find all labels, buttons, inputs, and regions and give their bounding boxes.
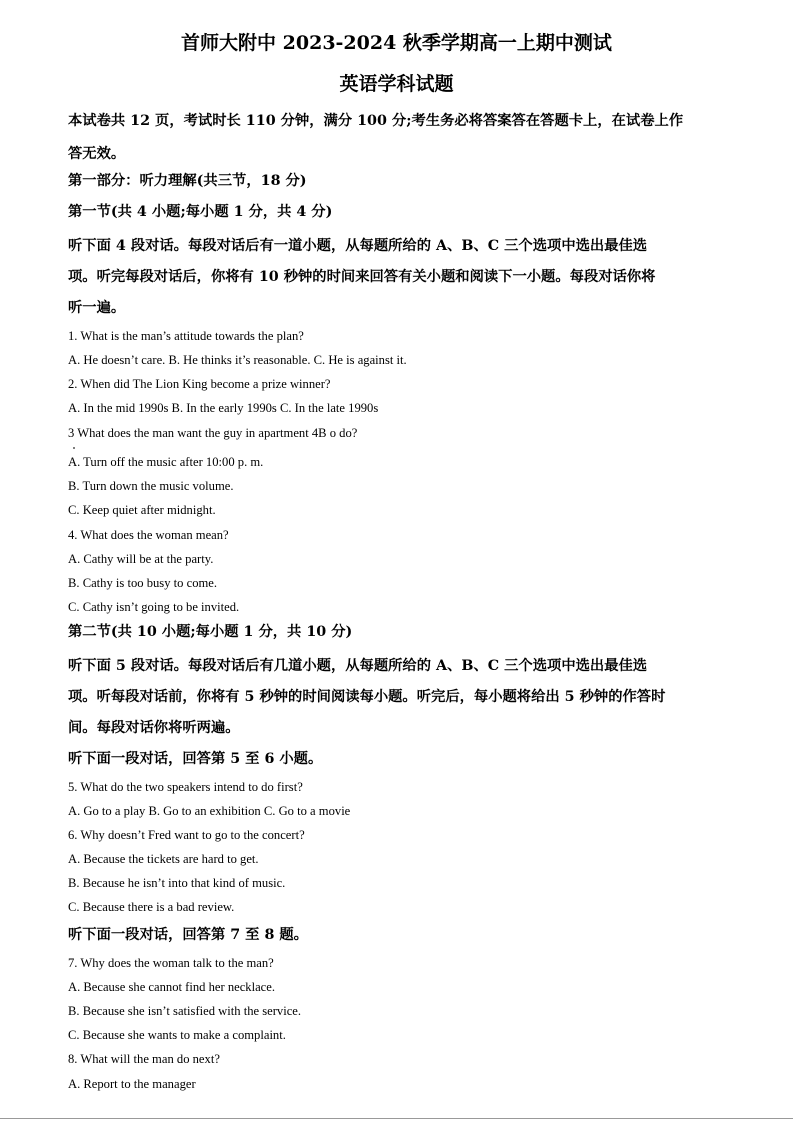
section1-instruction-line: 听一遍。: [68, 300, 126, 316]
question-3-option-b: B. Turn down the music volume.: [68, 479, 234, 493]
subject-title: 英语学科试题: [339, 73, 454, 95]
section2-heading: 第二节(共 10 小题;每小题 1 分，共 10 分): [68, 624, 353, 640]
question-1-options: A. He doesn’t care. B. He thinks it’s reasonable. C. He is against it.: [68, 353, 407, 367]
intro-line-2: 答无效。: [68, 146, 126, 162]
dialog-heading-5-6: 听下面一段对话，回答第 5 至 6 小题。: [68, 751, 323, 767]
section2-instruction-line: 项。听每段对话前，你将有 5 秒钟的时间阅读每小题。听完后，每小题将给出 5 秒钟的作答时: [68, 689, 666, 705]
question-6-option-c: C. Because there is a bad review.: [68, 900, 235, 914]
question-7-option-a: A. Because she cannot find her necklace.: [68, 980, 276, 994]
dialog-heading-7-8: 听下面一段对话，回答第 7 至 8 题。: [68, 927, 308, 943]
section1-heading: 第一节(共 4 小题;每小题 1 分，共 4 分): [68, 204, 333, 220]
question-7-option-c: C. Because she wants to make a complaint.: [68, 1028, 286, 1042]
section2-instruction-line: 间。每段对话你将听两遍。: [68, 720, 240, 736]
question-2: 2. When did The Lion King become a prize winner?: [68, 377, 331, 391]
question-4-option-b: B. Cathy is too busy to come.: [68, 576, 218, 590]
section1-instruction-line: 听下面 4 段对话。每段对话后有一道小题，从每题所给的 A、B、C 三个选项中选出最佳选: [68, 238, 648, 254]
question-3: 3 What does the man want the guy in apartment 4B o do?: [68, 426, 358, 440]
question-2-options: A. In the mid 1990s B. In the early 1990s C. In the late 1990s: [68, 401, 379, 415]
question-8-option-a: A. Report to the manager: [68, 1077, 196, 1091]
question-5-options: A. Go to a play B. Go to an exhibition C. Go to a movie: [68, 804, 351, 818]
question-6: 6. Why doesn’t Fred want to go to the concert?: [68, 828, 305, 842]
question-4: 4. What does the woman mean?: [68, 528, 229, 542]
question-3-option-a: A. Turn off the music after 10:00 p. m.: [68, 455, 264, 469]
question-6-option-a: A. Because the tickets are hard to get.: [68, 852, 259, 866]
question-5: 5. What do the two speakers intend to do first?: [68, 780, 303, 794]
question-4-option-a: A. Cathy will be at the party.: [68, 552, 214, 566]
section1-instruction-line: 项。听完每段对话后，你将有 10 秒钟的时间来回答有关小题和阅读下一小题。每段对话你将: [68, 269, 656, 285]
question-7: 7. Why does the woman talk to the man?: [68, 956, 274, 970]
page-bottom-rule: [0, 1118, 793, 1119]
question-1: 1. What is the man’s attitude towards the plan?: [68, 329, 304, 343]
question-3-option-c: C. Keep quiet after midnight.: [68, 503, 216, 517]
exam-title: 首师大附中 2023-2024 秋季学期高一上期中测试: [181, 32, 612, 54]
question-6-option-b: B. Because he isn’t into that kind of music.: [68, 876, 286, 890]
part1-heading: 第一部分：听力理解(共三节，18 分): [68, 173, 307, 189]
question-7-option-b: B. Because she isn’t satisfied with the service.: [68, 1004, 302, 1018]
intro-line-1: 本试卷共 12 页，考试时长 110 分钟，满分 100 分;考生务必将答案答在答题卡上，在试卷上作: [68, 113, 684, 129]
stray-dot: [73, 447, 75, 449]
question-8: 8. What will the man do next?: [68, 1052, 220, 1066]
section2-instruction-line: 听下面 5 段对话。每段对话后有几道小题，从每题所给的 A、B、C 三个选项中选出最佳选: [68, 658, 648, 674]
question-4-option-c: C. Cathy isn’t going to be invited.: [68, 600, 240, 614]
